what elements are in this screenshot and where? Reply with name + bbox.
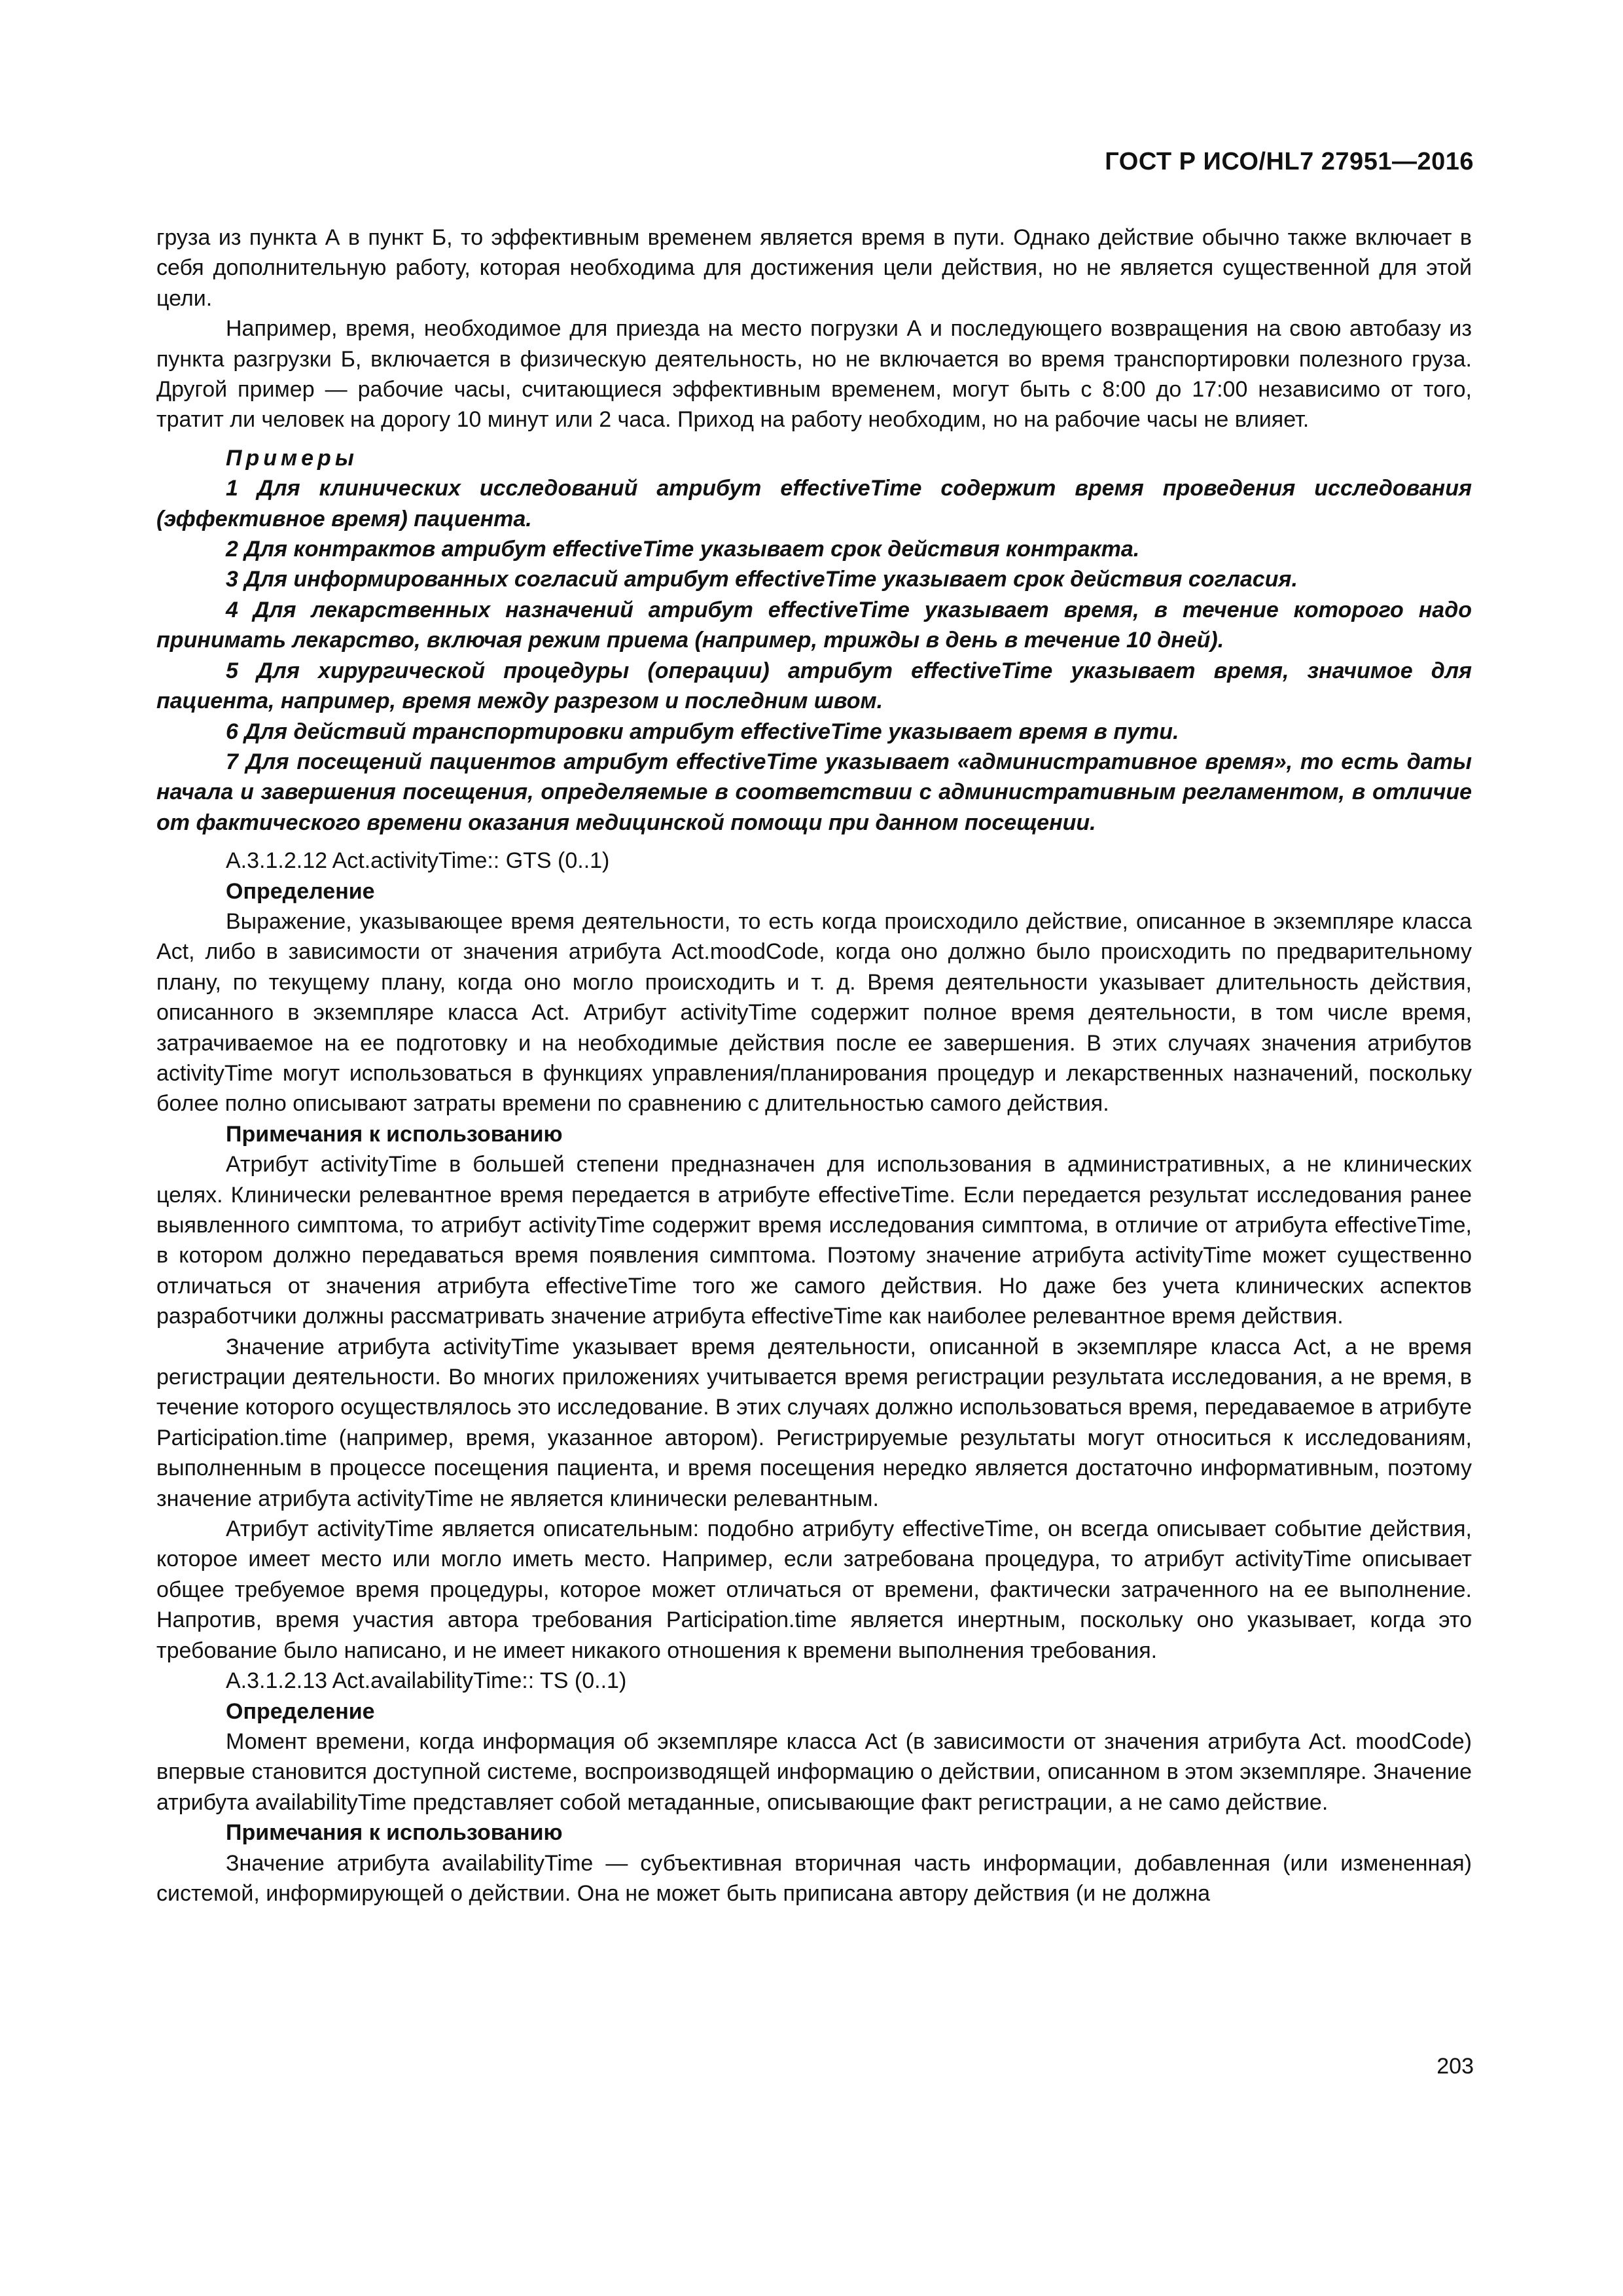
usage-note-paragraph: Значение атрибута availabilityTime — субъективная вторичная часть информации, добавленная (или измененная) системой, информирующей о действии. Она не может быть приписана автору действия (и не должна — [156, 1850, 1472, 1906]
definition-text: Выражение, указывающее время деятельности, то есть когда происходило действие, описанное в экземпляре класса Act, либо в зависимости от значения атрибута Act.moodCode, когда оно должно было происходить по предварительному плану, по текущему плану, когда оно могло происходить и т. д. Время деятельности указывает длительность действия, описанного в экземпляре класса Act. Атрибут activityTime содержит полное время деятельности, в том числе время, затрачиваемое на ее подготовку и на необходимые действия после ее завершения. В этих случаях значения атрибутов activityTime могут использоваться в функциях управления/планирования процедур и лекарственных назначений, поскольку более полно описывают затраты времени по сравнению с длительностью самого действия. — [156, 908, 1472, 1117]
example-item-3: 3 Для информированных согласий атрибут effectiveTime указывает срок действия согласия. — [226, 567, 1298, 592]
usage-note-paragraph: Значение атрибута activityTime указывает время деятельности, описанной в экземпляре класса Act, а не время регистрации деятельности. Во многих приложениях учитывается время регистрации результата исследования, а не время, в течение которого осуществлялось это исследование. В этих случаях должно использоваться время, передаваемое в атрибуте Participation.time (например, время, указанное автором). Регистрируемые результаты могут относиться к исследованиям, выполненным в процессе посещения пациента, и время посещения нередко является достаточно информативным, поэтому значение атрибута activityTime не является клинически релевантным. — [156, 1334, 1472, 1511]
paragraph-example-explanation: Например, время, необходимое для приезда на место погрузки А и последующего возвращения на свою автобазу из пункта разгрузки Б, включается в физическую деятельность, но не включается во время транспортировки полезного груза. Другой пример — рабочие часы, считающиеся эффективным временем, могут быть с 8:00 до 17:00 независимо от того, тратит ли человек на дорогу 10 минут или 2 часа. Приход на работу необходим, но на рабочие часы не влияет. — [156, 316, 1472, 433]
usage-notes-heading: Примечания к использованию — [226, 1121, 563, 1147]
page-body — [156, 223, 1472, 1909]
example-item-7: 7 Для посещений пациентов атрибут effectiveTime указывает «административное время», то есть даты начала и завершения посещения, определяемые в соответствии с административным регламентом, в отличие от фактического времени оказания медицинской помощи при данном посещении. — [156, 749, 1472, 835]
usage-note-paragraph: Атрибут activityTime в большей степени предназначен для использования в административных, а не клинических целях. Клинически релевантное время передается в атрибуте effectiveTime. Если передается результат исследования ранее выявленного симптома, то атрибут activityTime содержит время исследования симптома, в отличие от атрибута effectiveTime, в котором должно передаваться время появления симптома. Поэтому значение атрибута activityTime может существенно отличаться от значения атрибута effectiveTime того же самого действия. Но даже без учета клинических аспектов разработчики должны рассматривать значение атрибута effectiveTime как наиболее релевантное время действия. — [156, 1152, 1472, 1329]
usage-notes-heading: Примечания к использованию — [226, 1820, 563, 1846]
section-title-availability-time: A.3.1.2.13 Act.availabilityTime:: TS (0..1) — [226, 1668, 627, 1694]
document-header-id: ГОСТ Р ИСО/HL7 27951—2016 — [1105, 148, 1474, 175]
example-item-2: 2 Для контрактов атрибут effectiveTime указывает срок действия контракта. — [226, 537, 1140, 562]
definition-heading: Определение — [226, 878, 375, 904]
example-item-1: 1 Для клинических исследований атрибут effectiveTime содержит время проведения исследования (эффективное время) пациента. — [156, 476, 1472, 531]
examples-title: Примеры — [226, 445, 358, 471]
paragraph-continuation: груза из пункта А в пункт Б, то эффективным временем является время в пути. Однако действие обычно также включает в себя дополнительную работу, которая необходима для достижения цели действия, но не является существенной для этой цели. — [156, 225, 1472, 311]
example-item-4: 4 Для лекарственных назначений атрибут effectiveTime указывает время, в течение которого надо принимать лекарство, включая режим приема (например, трижды в день в течение 10 дней). — [156, 597, 1472, 653]
definition-text: Момент времени, когда информация об экземпляре класса Act (в зависимости от значения атрибута Act. moodCode) впервые становится доступной системе, воспроизводящей информацию о действии, описанном в этом экземпляре. Значение атрибута availabilityTime представляет собой метаданные, описывающие факт регистрации, а не само действие. — [156, 1729, 1472, 1815]
example-item-5: 5 Для хирургической процедуры (операции) атрибут effectiveTime указывает время, значимое для пациента, например, время между разрезом и последним швом. — [156, 658, 1472, 714]
usage-note-paragraph: Атрибут activityTime является описательным: подобно атрибуту effectiveTime, он всегда описывает событие действия, которое имеет место или могло иметь место. Например, если затребована процедура, то атрибут activityTime описывает общее требуемое время процедуры, которое может отличаться от времени, фактически затраченного на ее выполнение. Напротив, время участия автора требования Participation.time является инертным, поскольку оно указывает, когда это требование было написано, и не имеет никакого отношения к времени выполнения требования. — [156, 1516, 1472, 1663]
example-item-6: 6 Для действий транспортировки атрибут effectiveTime указывает время в пути. — [226, 719, 1179, 744]
section-title-activity-time: A.3.1.2.12 Act.activityTime:: GTS (0..1) — [226, 848, 610, 874]
page-number: 203 — [1436, 2054, 1474, 2079]
definition-heading: Определение — [226, 1698, 375, 1724]
